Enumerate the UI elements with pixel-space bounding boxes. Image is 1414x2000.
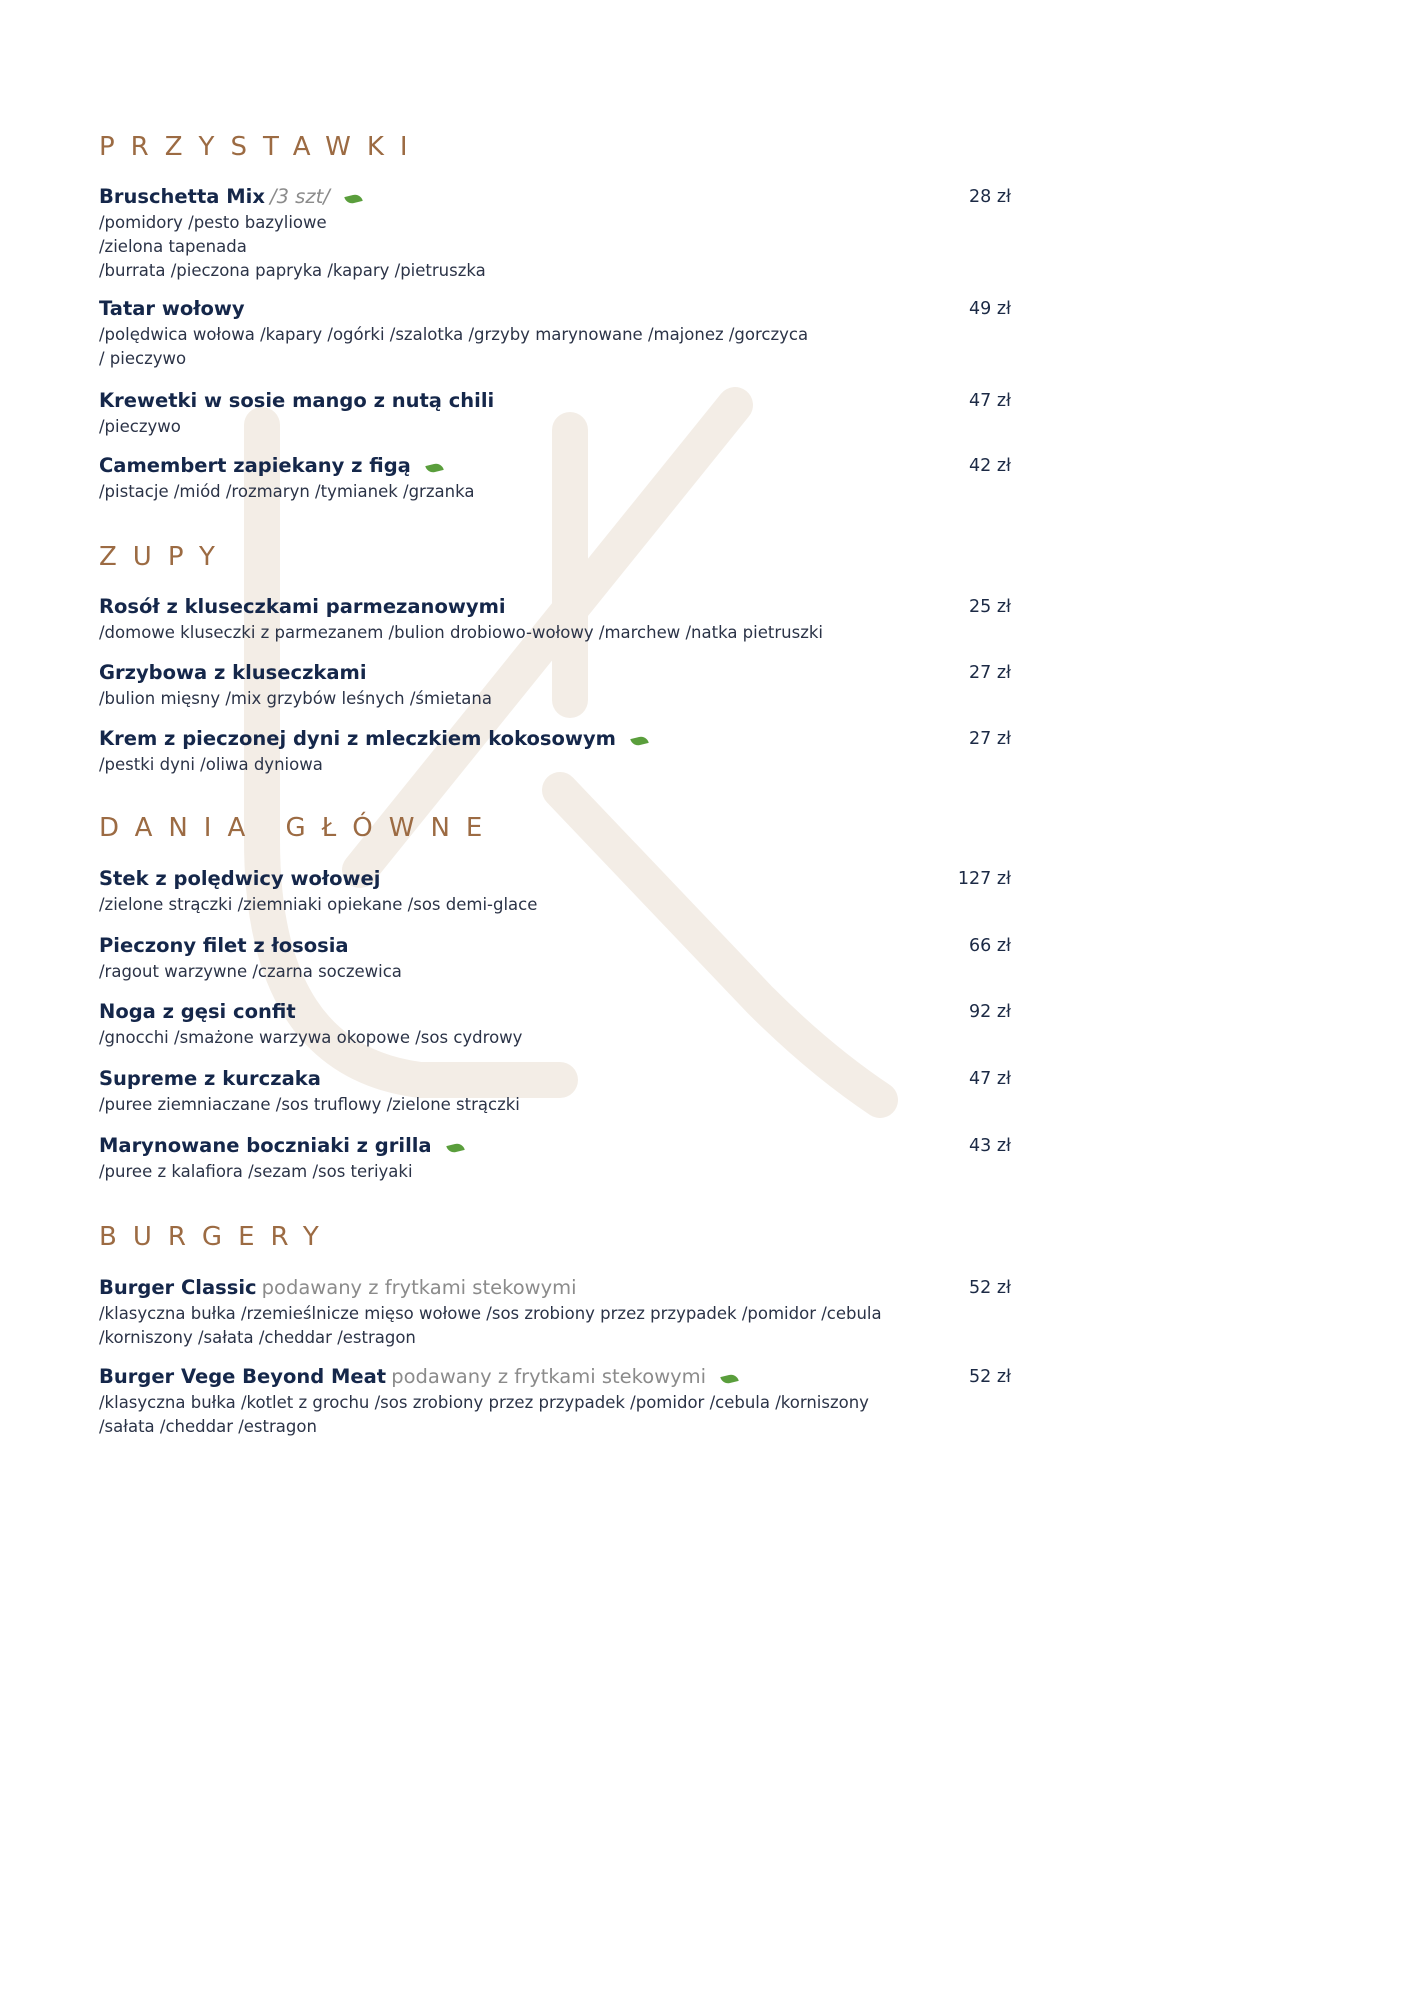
item-description-line: / pieczywo bbox=[99, 349, 187, 368]
item-price: 52 zł bbox=[969, 1278, 1011, 1298]
item-price: 28 zł bbox=[969, 187, 1011, 207]
item-name: Rosół z kluseczkami parmezanowymi bbox=[99, 595, 506, 618]
vegetarian-leaf-icon bbox=[344, 193, 362, 205]
menu-item bbox=[99, 932, 1011, 984]
section-przystawki bbox=[99, 129, 1011, 501]
item-price: 49 zł bbox=[969, 299, 1011, 319]
item-name: Camembert zapiekany z figą bbox=[99, 454, 411, 477]
menu-item bbox=[99, 593, 1011, 645]
vegetarian-leaf-icon bbox=[446, 1142, 464, 1154]
item-name: Noga z gęsi confit bbox=[99, 1000, 296, 1023]
section-title: DANIA GŁÓWNE bbox=[99, 813, 499, 843]
item-price: 47 zł bbox=[969, 1069, 1011, 1089]
section-burgery bbox=[99, 1219, 1011, 1436]
item-price: 47 zł bbox=[969, 391, 1011, 411]
item-name: Krewetki w sosie mango z nutą chili bbox=[99, 389, 495, 412]
item-description-line: /burrata /pieczona papryka /kapary /pietruszka bbox=[99, 261, 486, 280]
item-name: Tatar wołowy bbox=[99, 297, 245, 320]
item-description-line: /bulion mięsny /mix grzybów leśnych /śmietana bbox=[99, 689, 492, 708]
item-price: 66 zł bbox=[969, 936, 1011, 956]
item-name: Burger Classic bbox=[99, 1276, 257, 1299]
item-description-line: /zielone strączki /ziemniaki opiekane /sos demi-glace bbox=[99, 895, 538, 914]
item-description-line: /zielona tapenada bbox=[99, 237, 247, 256]
item-price: 27 zł bbox=[969, 663, 1011, 683]
vegetarian-leaf-icon bbox=[720, 1373, 738, 1385]
item-note: /3 szt/ bbox=[270, 185, 330, 208]
item-name: Stek z polędwicy wołowej bbox=[99, 867, 381, 890]
item-name: Bruschetta Mix bbox=[99, 185, 265, 208]
menu-item bbox=[99, 1065, 1011, 1117]
item-description-line: /pestki dyni /oliwa dyniowa bbox=[99, 755, 323, 774]
item-description-line: /klasyczna bułka /kotlet z grochu /sos zrobiony przez przypadek /pomidor /cebula /korniszony bbox=[99, 1393, 869, 1412]
item-name: Burger Vege Beyond Meat bbox=[99, 1365, 387, 1388]
section-title: ZUPY bbox=[99, 542, 231, 572]
item-description-line: /puree z kalafiora /sezam /sos teriyaki bbox=[99, 1162, 413, 1181]
menu-item bbox=[99, 725, 1011, 777]
item-name: Supreme z kurczaka bbox=[99, 1067, 321, 1090]
menu-item bbox=[99, 295, 1011, 371]
item-price: 25 zł bbox=[969, 597, 1011, 617]
menu-item bbox=[99, 1274, 1011, 1350]
item-name: Grzybowa z kluseczkami bbox=[99, 661, 367, 684]
section-dania-glowne bbox=[99, 810, 1011, 1181]
section-title: PRZYSTAWKI bbox=[99, 132, 424, 162]
menu-item bbox=[99, 1363, 1011, 1439]
item-description-line: /ragout warzywne /czarna soczewica bbox=[99, 962, 402, 981]
item-name: Pieczony filet z łososia bbox=[99, 934, 349, 957]
item-price: 43 zł bbox=[969, 1136, 1011, 1156]
item-note: podawany z frytkami stekowymi bbox=[261, 1276, 577, 1299]
menu-item bbox=[99, 865, 1011, 917]
item-description-line: /sałata /cheddar /estragon bbox=[99, 1417, 317, 1436]
item-price: 52 zł bbox=[969, 1367, 1011, 1387]
vegetarian-leaf-icon bbox=[630, 735, 648, 747]
menu-item bbox=[99, 659, 1011, 711]
item-name: Krem z pieczonej dyni z mleczkiem kokosowym bbox=[99, 727, 616, 750]
menu-item bbox=[99, 452, 1011, 504]
item-name: Marynowane boczniaki z grilla bbox=[99, 1134, 432, 1157]
item-price: 92 zł bbox=[969, 1002, 1011, 1022]
item-price: 27 zł bbox=[969, 729, 1011, 749]
item-description-line: /polędwica wołowa /kapary /ogórki /szalotka /grzyby marynowane /majonez /gorczyca bbox=[99, 325, 809, 344]
item-description-line: /gnocchi /smażone warzywa okopowe /sos cydrowy bbox=[99, 1028, 523, 1047]
vegetarian-leaf-icon bbox=[425, 462, 443, 474]
menu-item bbox=[99, 998, 1011, 1050]
section-zupy bbox=[99, 539, 1011, 774]
item-description-line: /korniszony /sałata /cheddar /estragon bbox=[99, 1328, 416, 1347]
menu-item bbox=[99, 387, 1011, 439]
menu-item bbox=[99, 183, 1011, 283]
item-price: 42 zł bbox=[969, 456, 1011, 476]
item-description-line: /pieczywo bbox=[99, 417, 181, 436]
item-description-line: /domowe kluseczki z parmezanem /bulion drobiowo-wołowy /marchew /natka pietruszki bbox=[99, 623, 824, 642]
section-title: BURGERY bbox=[99, 1222, 335, 1252]
menu-item bbox=[99, 1132, 1011, 1184]
item-description-line: /pistacje /miód /rozmaryn /tymianek /grzanka bbox=[99, 482, 475, 501]
item-description-line: /pomidory /pesto bazyliowe bbox=[99, 213, 327, 232]
item-price: 127 zł bbox=[957, 869, 1011, 889]
item-description-line: /klasyczna bułka /rzemieślnicze mięso wołowe /sos zrobiony przez przypadek /pomidor /cebula bbox=[99, 1304, 882, 1323]
item-description-line: /puree ziemniaczane /sos truflowy /zielone strączki bbox=[99, 1095, 520, 1114]
item-note: podawany z frytkami stekowymi bbox=[391, 1365, 707, 1388]
